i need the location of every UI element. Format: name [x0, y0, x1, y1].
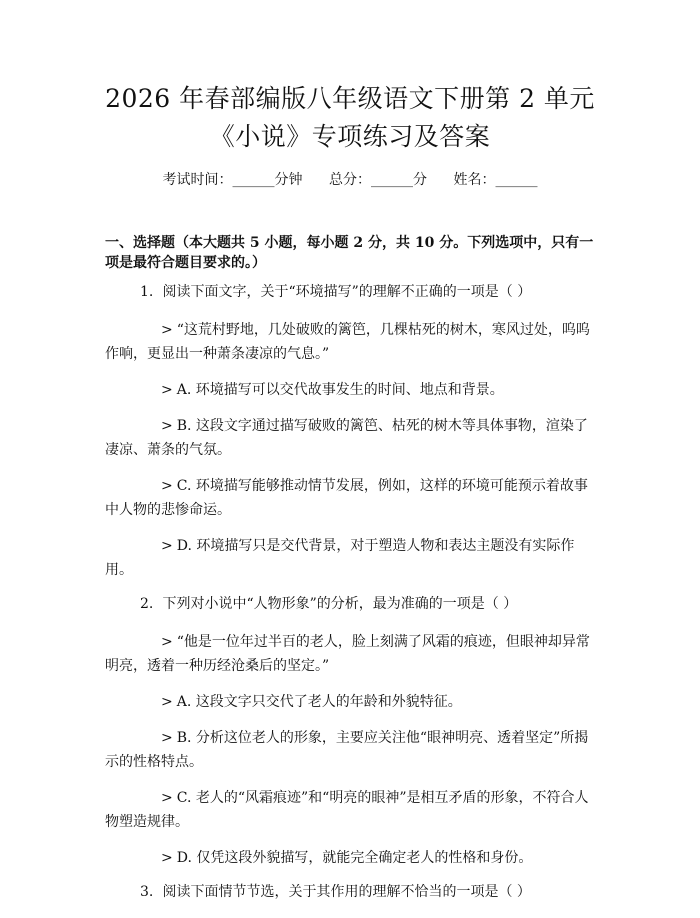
exam-time-field: 考试时间：______分钟: [162, 172, 303, 188]
question-stem: 阅读下面文字，关于“环境描写”的理解不正确的一项是（ ）: [162, 284, 532, 300]
question-stem: 阅读下面情节节选，关于其作用的理解不恰当的一项是（ ）: [162, 884, 531, 900]
exam-meta: [0, 170, 700, 190]
option-b: > B. 分析这位老人的形象，主要应关注他“眼神明亮、透着坚定”所揭示的性格特点。: [105, 730, 589, 770]
arrow-icon: >: [161, 418, 173, 434]
arrow-icon: >: [161, 322, 173, 338]
option-a: > A. 这段文字只交代了老人的年龄和外貌特征。: [161, 694, 462, 710]
title-line-2: 《小说》专项练习及答案: [209, 122, 491, 151]
question-3: [140, 882, 590, 902]
question-list: [0, 282, 700, 918]
option-d: > D. 仅凭这段外貌描写，就能完全确定老人的性格和身份。: [161, 850, 533, 866]
arrow-icon: >: [161, 730, 173, 746]
arrow-icon: >: [161, 478, 173, 494]
total-score-field: 总分：______分: [329, 172, 427, 188]
title-line-1: 2026 年春部编版八年级语文下册第 2 单元: [105, 84, 595, 113]
question-2: [140, 594, 590, 614]
arrow-icon: >: [161, 790, 173, 806]
question-number: 3.: [140, 884, 154, 900]
question-quote: > “他是一位年过半百的老人，脸上刻满了风霜的痕迹，但眼神却异常明亮，透着一种历经沧桑后的坚定。”: [105, 634, 590, 674]
option-b: > B. 这段文字通过描写破败的篱笆、枯死的树木等具体事物，渲染了凄凉、萧条的气氛。: [105, 418, 588, 458]
option-c: > C. 环境描写能够推动情节发展，例如，这样的环境可能预示着故事中人物的悲惨命运。: [105, 478, 588, 518]
question-1: [140, 282, 590, 302]
name-field: 姓名：______: [453, 172, 538, 188]
question-stem: 下列对小说中“人物形象”的分析，最为准确的一项是（ ）: [162, 596, 518, 612]
option-d: > D. 环境描写只是交代背景，对于塑造人物和表达主题没有实际作用。: [105, 538, 575, 578]
arrow-icon: >: [161, 634, 173, 650]
option-a: > A. 环境描写可以交代故事发生的时间、地点和背景。: [161, 382, 504, 398]
question-quote: > “这荒村野地，几处破败的篱笆，几棵枯死的树木，寒风过处，呜呜作响，更显出一种萧条凄凉的气息。”: [105, 322, 590, 362]
question-number: 1.: [140, 284, 154, 300]
section-heading: 一、选择题（本大题共 5 小题，每小题 2 分，共 10 分。下列选项中，只有一项是最符合题目要求的。）: [105, 235, 594, 271]
question-number: 2.: [140, 596, 154, 612]
arrow-icon: >: [161, 850, 173, 866]
arrow-icon: >: [161, 538, 173, 554]
arrow-icon: >: [161, 694, 173, 710]
option-c: > C. 老人的“风霜痕迹”和“明亮的眼神”是相互矛盾的形象，不符合人物塑造规律。: [105, 790, 589, 830]
arrow-icon: >: [161, 382, 173, 398]
document-title: [0, 80, 700, 156]
